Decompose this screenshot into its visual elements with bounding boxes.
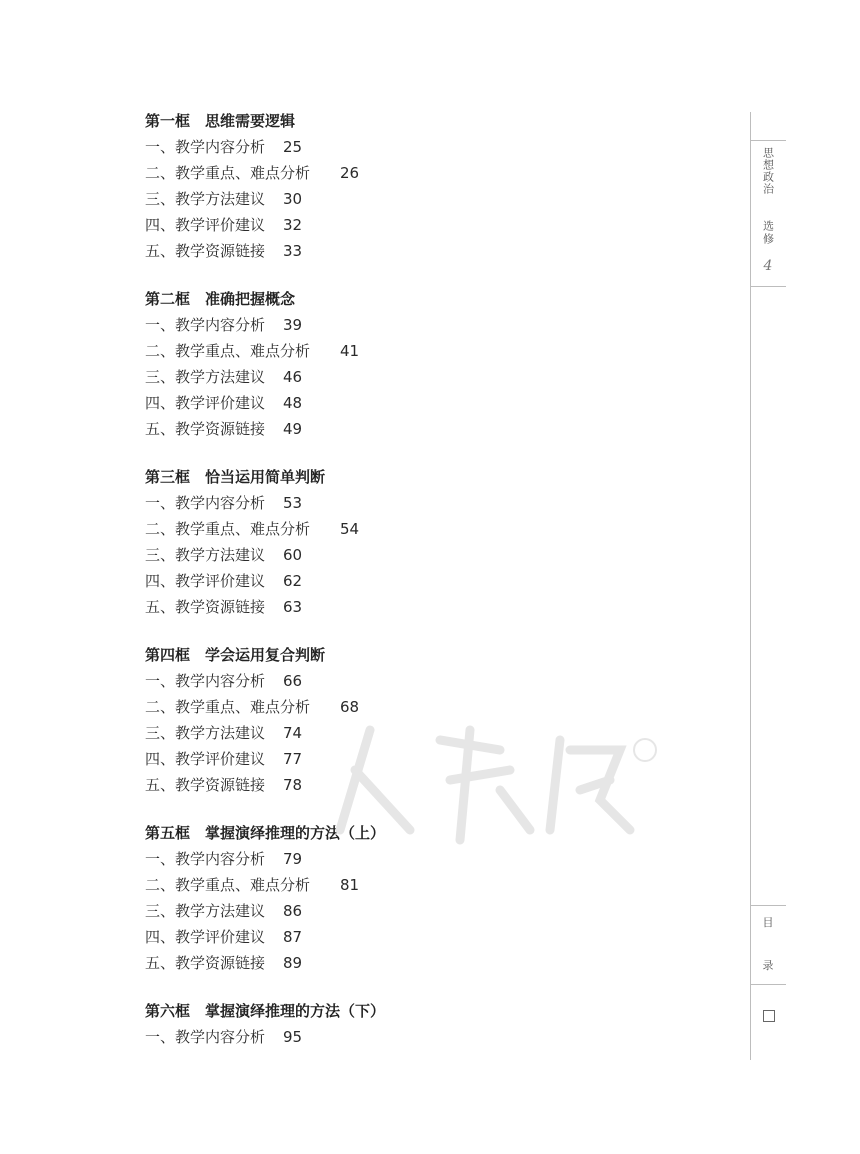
toc-entry-label: 二、教学重点、难点分析 (145, 520, 311, 538)
toc-entry[interactable] (145, 364, 665, 390)
sidebar-book-sub: 选修 (761, 220, 775, 246)
sidebar-rule (750, 140, 786, 141)
sidebar-rule (750, 905, 786, 906)
toc-entry-label: 三、教学方法建议 (145, 902, 266, 920)
toc-entry-page: 33 (283, 242, 303, 260)
toc-entry-label: 四、教学评价建议 (145, 928, 266, 946)
toc-entry-page: 48 (283, 394, 303, 412)
sidebar-rule (750, 286, 786, 287)
section-heading: 第三框 恰当运用简单判断 (145, 468, 326, 486)
toc-entry-page: 66 (283, 672, 303, 690)
toc-entry-label: 一、教学内容分析 (145, 850, 266, 868)
toc-entry[interactable] (145, 134, 665, 160)
toc-entry[interactable] (145, 924, 665, 950)
toc-entry-page: 39 (283, 316, 303, 334)
section-heading: 第二框 准确把握概念 (145, 290, 296, 308)
toc-entry[interactable] (145, 898, 665, 924)
toc-entry-label: 二、教学重点、难点分析 (145, 164, 311, 182)
section-heading: 第六框 掌握演绎推理的方法（下） (145, 1002, 386, 1020)
toc-entry[interactable] (145, 338, 665, 364)
toc-section (145, 464, 665, 620)
toc-entry-label: 四、教学评价建议 (145, 572, 266, 590)
toc-entry-page: 81 (340, 876, 360, 894)
toc-entry[interactable] (145, 390, 665, 416)
toc-entry-label: 二、教学重点、难点分析 (145, 342, 311, 360)
toc-entry-page: 30 (283, 190, 303, 208)
toc-entry[interactable] (145, 416, 665, 442)
toc-section (145, 998, 665, 1050)
toc-entry-label: 二、教学重点、难点分析 (145, 876, 311, 894)
toc-entry-page: 60 (283, 546, 303, 564)
table-of-contents (145, 108, 665, 1072)
toc-entry[interactable] (145, 212, 665, 238)
toc-entry[interactable] (145, 872, 665, 898)
toc-entry-label: 一、教学内容分析 (145, 138, 266, 156)
toc-entry-page: 62 (283, 572, 303, 590)
toc-entry[interactable] (145, 568, 665, 594)
toc-entry-page: 89 (283, 954, 303, 972)
sidebar-toc-label-1: 目 (762, 916, 774, 929)
toc-entry-page: 68 (340, 698, 360, 716)
sidebar-rule (750, 984, 786, 985)
toc-entry-page: 32 (283, 216, 303, 234)
toc-entry-page: 86 (283, 902, 303, 920)
toc-entry-label: 五、教学资源链接 (145, 954, 266, 972)
toc-entry-page: 63 (283, 598, 303, 616)
toc-entry-page: 74 (283, 724, 303, 742)
toc-entry-page: 53 (283, 494, 303, 512)
toc-entry-page: 25 (283, 138, 303, 156)
toc-entry[interactable] (145, 238, 665, 264)
toc-entry-page: 78 (283, 776, 303, 794)
toc-entry-page: 46 (283, 368, 303, 386)
toc-entry-page: 95 (283, 1028, 303, 1046)
toc-entry-label: 三、教学方法建议 (145, 724, 266, 742)
toc-entry[interactable] (145, 594, 665, 620)
toc-entry[interactable] (145, 542, 665, 568)
page-marker-box (763, 1010, 775, 1022)
toc-entry-label: 四、教学评价建议 (145, 216, 266, 234)
publisher-watermark (300, 690, 660, 850)
toc-entry[interactable] (145, 950, 665, 976)
toc-entry-label: 二、教学重点、难点分析 (145, 698, 311, 716)
toc-entry[interactable] (145, 160, 665, 186)
toc-entry-page: 77 (283, 750, 303, 768)
toc-entry-page: 87 (283, 928, 303, 946)
toc-entry-label: 三、教学方法建议 (145, 546, 266, 564)
toc-entry-page: 26 (340, 164, 360, 182)
sidebar-toc-label-2: 录 (762, 959, 774, 972)
toc-entry-label: 五、教学资源链接 (145, 420, 266, 438)
toc-entry[interactable] (145, 516, 665, 542)
toc-entry-label: 五、教学资源链接 (145, 598, 266, 616)
toc-entry-label: 四、教学评价建议 (145, 750, 266, 768)
toc-entry-label: 三、教学方法建议 (145, 190, 266, 208)
sidebar-book-number: 4 (763, 258, 773, 274)
toc-entry-label: 一、教学内容分析 (145, 672, 266, 690)
toc-entry-label: 一、教学内容分析 (145, 316, 266, 334)
section-heading: 第五框 掌握演绎推理的方法（上） (145, 824, 386, 842)
toc-section (145, 286, 665, 442)
toc-entry[interactable] (145, 312, 665, 338)
toc-entry-label: 五、教学资源链接 (145, 776, 266, 794)
toc-entry-page: 54 (340, 520, 360, 538)
toc-entry-label: 一、教学内容分析 (145, 1028, 266, 1046)
toc-section (145, 108, 665, 264)
section-heading: 第四框 学会运用复合判断 (145, 646, 326, 664)
toc-entry-page: 79 (283, 850, 303, 868)
sidebar-book-title: 思想政治 (761, 147, 775, 195)
toc-entry[interactable] (145, 186, 665, 212)
toc-entry-page: 49 (283, 420, 303, 438)
toc-entry[interactable] (145, 1024, 665, 1050)
toc-entry-label: 四、教学评价建议 (145, 394, 266, 412)
toc-entry-label: 五、教学资源链接 (145, 242, 266, 260)
toc-entry-label: 三、教学方法建议 (145, 368, 266, 386)
toc-entry-page: 41 (340, 342, 360, 360)
toc-entry[interactable] (145, 490, 665, 516)
toc-entry-label: 一、教学内容分析 (145, 494, 266, 512)
sidebar-divider (750, 112, 751, 1060)
section-heading: 第一框 思维需要逻辑 (145, 112, 296, 130)
